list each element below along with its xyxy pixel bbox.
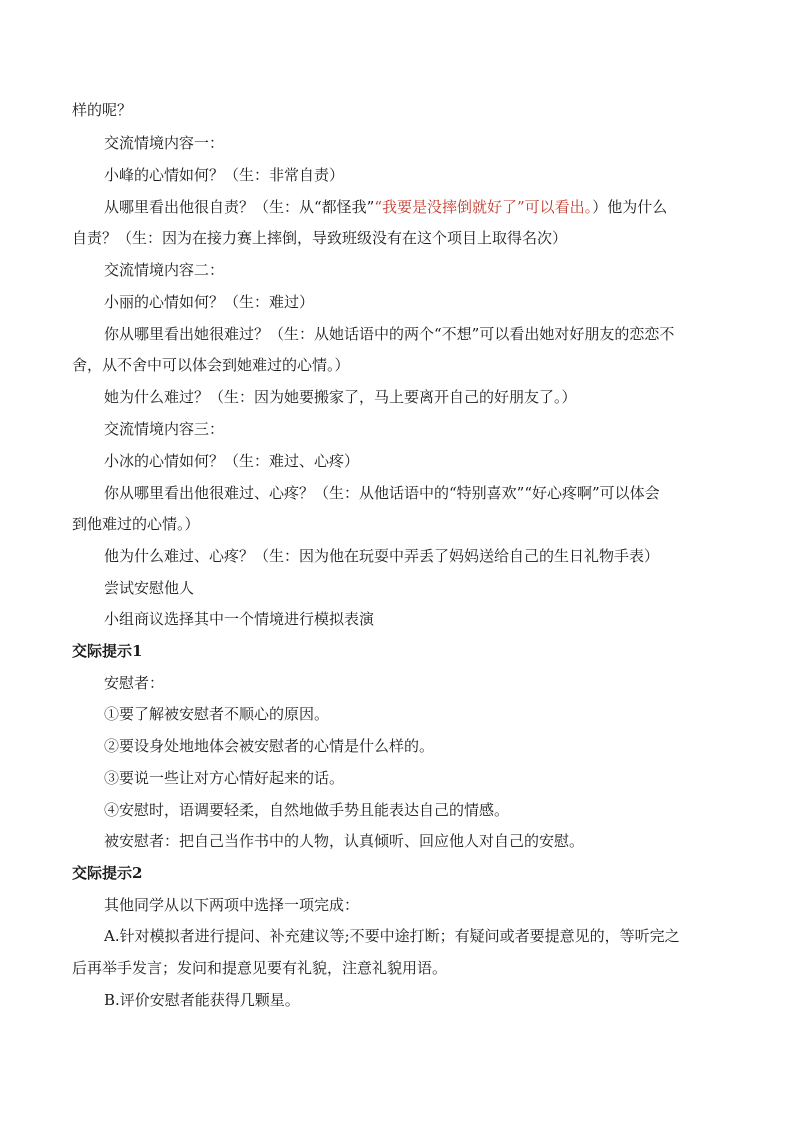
text-line: 小丽的心情如何？（生：难过）: [104, 293, 315, 311]
list-item: ④安慰时，语调要轻柔，自然地做手势且能表达自己的情感。: [104, 801, 510, 819]
text-line: 她为什么难过？（生：因为她要搬家了，马上要离开自己的好朋友了。）: [104, 388, 577, 406]
text-line: 被安慰者：把自己当作书中的人物，认真倾听、回应他人对自己的安慰。: [104, 832, 585, 850]
text-line: 小组商议选择其中一个情境进行模拟表演: [104, 610, 375, 628]
text-line: 舍，从不舍中可以体会到她难过的心情。）: [72, 356, 350, 374]
text-line: 样的呢？: [72, 101, 133, 119]
tip-heading-1: 交际提示1: [72, 642, 143, 660]
list-item: ③要说一些让对方心情好起来的话。: [104, 769, 345, 787]
text-line: 其他同学从以下两项中选择一项完成：: [104, 896, 360, 914]
section-label: 交流情境内容一：: [104, 134, 225, 152]
text-line: [104, 197, 667, 217]
text-line: 到他难过的心情。）: [72, 515, 200, 533]
text-segment: ）他为什么: [592, 198, 668, 216]
text-line: 安慰者：: [104, 674, 165, 692]
text-line: 自责？（生：因为在接力赛上摔倒，导致班级没有在这个项目上取得名次）: [72, 229, 568, 247]
text-line: 他为什么难过、心疼？（生：因为他在玩耍中弄丢了妈妈送给自己的生日礼物手表）: [104, 547, 660, 565]
text-line: 小冰的心情如何？（生：难过、心疼）: [104, 452, 360, 470]
text-line: 小峰的心情如何？（生：非常自责）: [104, 166, 345, 184]
text-line: 你从哪里看出她很难过？（生：从她话语中的两个“不想”可以看出她对好朋友的恋恋不: [104, 325, 675, 343]
list-item: ①要了解被安慰者不顺心的原因。: [104, 705, 330, 723]
list-item: A.针对模拟者进行提问、补充建议等;不要中途打断；有疑问或者要提意见的，等听完之: [104, 927, 680, 945]
section-label: 交流情境内容三：: [104, 420, 225, 438]
text-line: 后再举手发言；发问和提意见要有礼貌，注意礼貌用语。: [72, 959, 448, 977]
list-item: ②要设身处地地体会被安慰者的心情是什么样的。: [104, 737, 435, 755]
highlighted-quote: “我要是没摔倒就好了”可以看出。: [374, 198, 593, 216]
section-label: 交流情境内容二：: [104, 261, 225, 279]
list-item: B.评价安慰者能获得几颗星。: [104, 991, 300, 1009]
text-segment: 从哪里看出他很自责？（生：从“都怪我”: [104, 198, 375, 216]
text-line: 你从哪里看出他很难过、心疼？（生：从他话语中的“特别喜欢”“好心疼啊”可以体会: [104, 484, 660, 502]
text-line: 尝试安慰他人: [104, 579, 195, 597]
tip-heading-2: 交际提示2: [72, 864, 143, 882]
